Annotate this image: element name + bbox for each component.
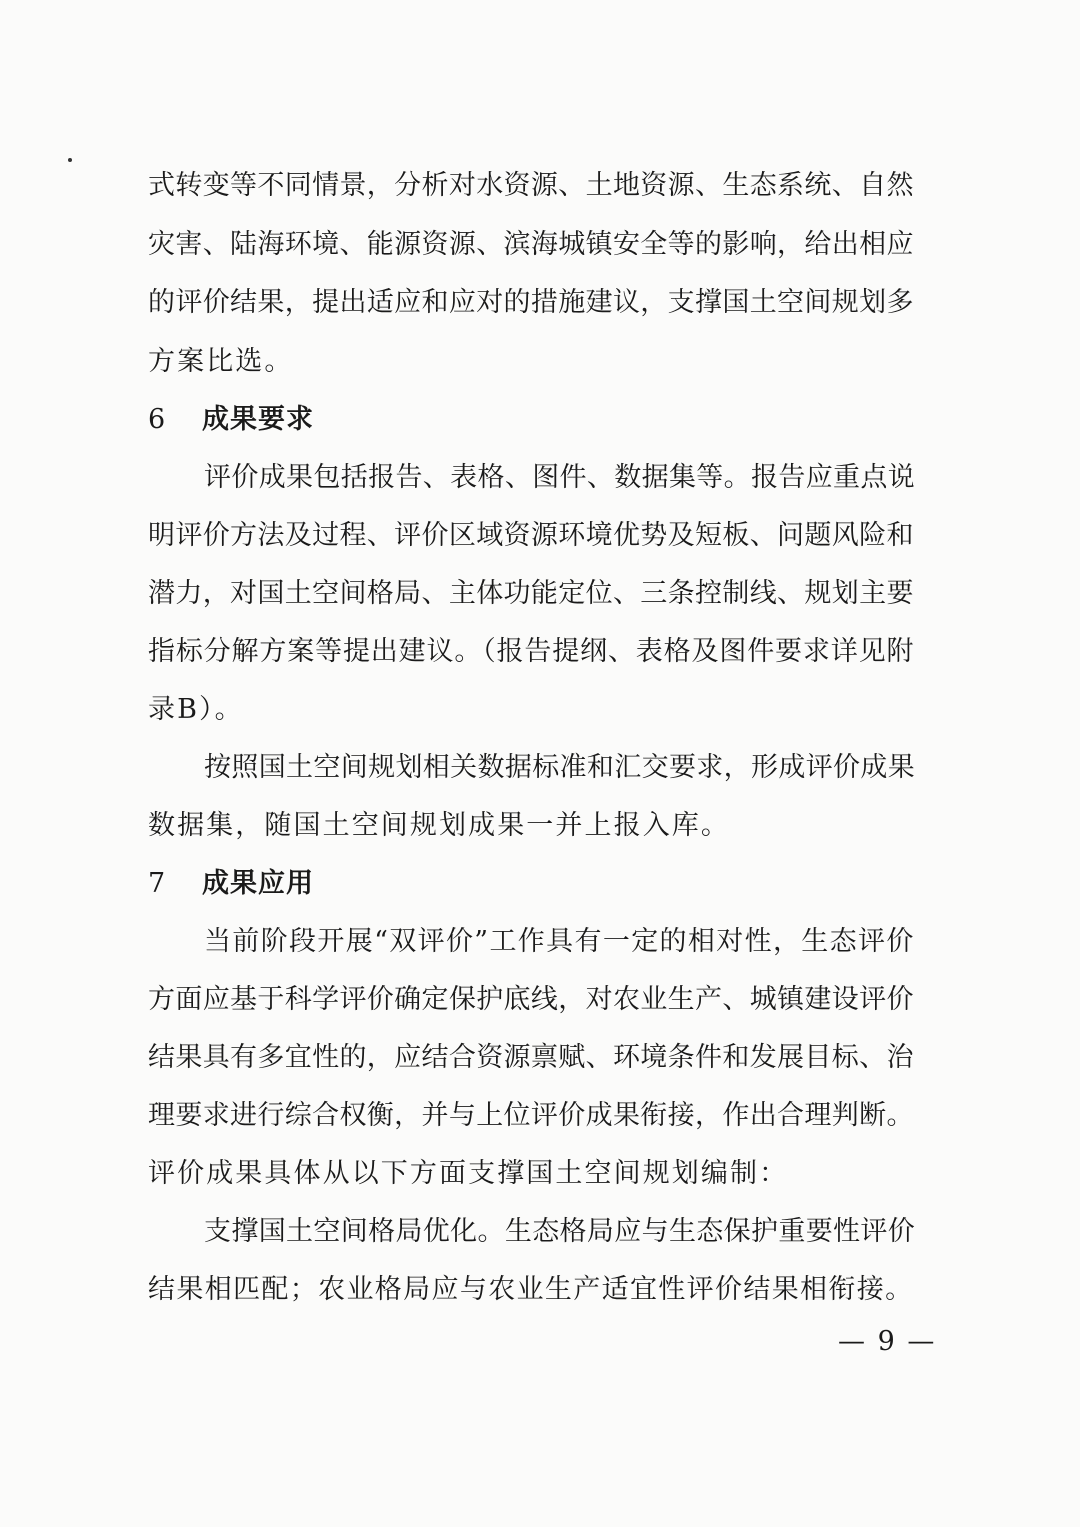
section-title: 成果要求 (202, 404, 314, 435)
text-line: 方面应基于科学评价确定保护底线，对农业生产、城镇建设评价 (148, 984, 914, 1015)
text-line: 灾害、陆海环境、能源资源、滨海城镇安全等的影响，给出相应 (148, 229, 914, 260)
text-line: 录B）。 (148, 694, 244, 725)
text-line: 数据集，随国土空间规划成果一并上报入库。 (148, 810, 730, 841)
text-line: 支撑国土空间格局优化。生态格局应与生态保护重要性评价 (204, 1216, 916, 1247)
text-line: 的评价结果，提出适应和应对的措施建议，支撑国土空间规划多 (148, 287, 914, 318)
text-line: 理要求进行综合权衡，并与上位评价成果衔接，作出合理判断。 (148, 1100, 914, 1131)
text-line: 评价成果包括报告、表格、图件、数据集等。报告应重点说 (204, 462, 916, 493)
text-line: 明评价方法及过程、评价区域资源环境优势及短板、问题风险和 (148, 520, 914, 551)
text-line: 潜力，对国土空间格局、主体功能定位、三条控制线、规划主要 (148, 578, 914, 609)
section-title: 成果应用 (202, 868, 314, 899)
page-number: — 9 — (838, 1326, 937, 1357)
text-line: 当前阶段开展“双评价”工作具有一定的相对性，生态评价 (204, 926, 915, 957)
text-line: 评价成果具体从以下方面支撑国土空间规划编制： (148, 1158, 789, 1189)
text-line: 指标分解方案等提出建议。（报告提纲、表格及图件要求详见附 (148, 636, 915, 667)
text-line: 方案比选。 (148, 346, 294, 377)
section-number: 7 (148, 868, 166, 899)
section-heading-6 (148, 400, 314, 440)
section-heading-7 (148, 864, 314, 904)
scan-speck (68, 158, 72, 162)
text-line: 结果具有多宜性的，应结合资源禀赋、环境条件和发展目标、治 (148, 1042, 914, 1073)
text-line: 式转变等不同情景，分析对水资源、土地资源、生态系统、自然 (148, 170, 914, 201)
section-number: 6 (148, 404, 166, 435)
text-line: 结果相匹配；农业格局应与农业生产适宜性评价结果相衔接。 (148, 1274, 914, 1305)
text-line: 按照国土空间规划相关数据标准和汇交要求，形成评价成果 (204, 752, 916, 783)
